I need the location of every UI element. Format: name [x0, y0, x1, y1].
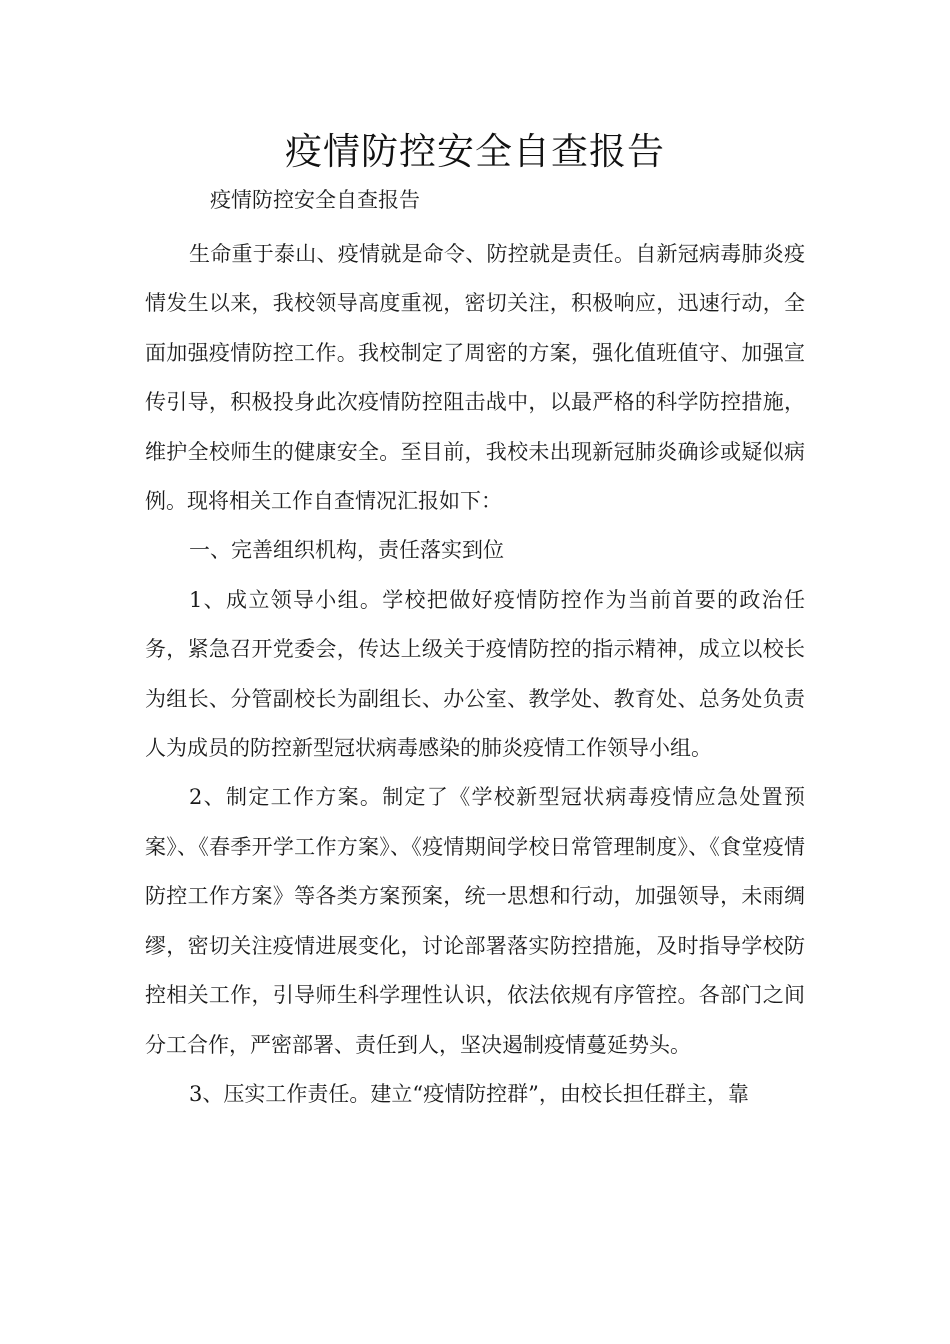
section-heading-1: 一、完善组织机构，责任落实到位 — [189, 538, 504, 563]
paragraph-item-2: 2、制定工作方案。制定了《学校新型冠状病毒疫情应急处置预案》、《春季开学工作方案》、《疫情期间学校日常管理制度》、《食堂疫情防控工作方案》等各类方案预案，统一思想和行动，加强领导，未雨绸缪，密切关注疫情进展变化，讨论部署落实防控措施，及时指导学校防控相关工作，引导师生科学理性认识，依法依规有序管控。各部门之间分工合作，严密部署、责任到人，坚决遏制疫情蔓延势头。 — [145, 785, 805, 1057]
document-title: 疫情防控安全自查报告 — [285, 130, 665, 173]
document-body — [145, 230, 805, 1119]
paragraph-item-3: 3、压实工作责任。建立“疫情防控群”，由校长担任群主，靠 — [189, 1081, 749, 1106]
document-subtitle: 疫情防控安全自查报告 — [210, 188, 420, 212]
paragraph-item-1: 1、成立领导小组。学校把做好疫情防控作为当前首要的政治任务，紧急召开党委会，传达上级关于疫情防控的指示精神，成立以校长为组长、分管副校长为副组长、办公室、教学处、教育处、总务处负责人为成员的防控新型冠状病毒感染的肺炎疫情工作领导小组。 — [145, 587, 805, 761]
paragraph-intro: 生命重于泰山、疫情就是命令、防控就是责任。自新冠病毒肺炎疫情发生以来，我校领导高度重视，密切关注，积极响应，迅速行动，全面加强疫情防控工作。我校制定了周密的方案，强化值班值守、加强宣传引导，积极投身此次疫情防控阻击战中，以最严格的科学防控措施，维护全校师生的健康安全。至目前，我校未出现新冠肺炎确诊或疑似病例。现将相关工作自查情况汇报如下： — [145, 242, 805, 514]
